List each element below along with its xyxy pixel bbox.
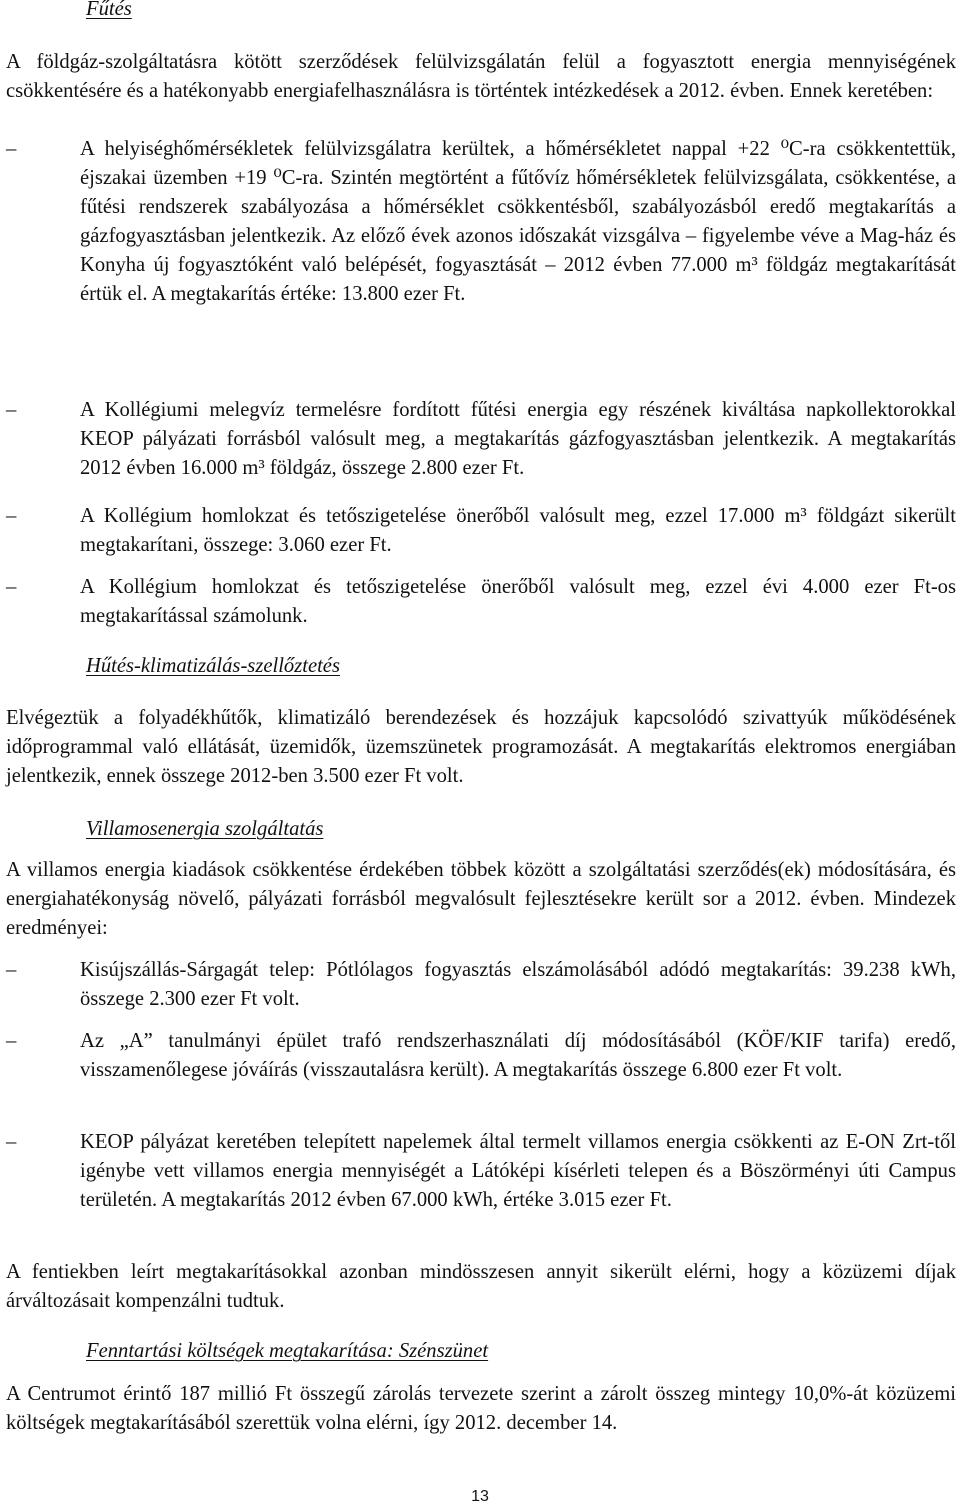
paragraph-futes-intro: A földgáz-szolgáltatásra kötött szerződések felülvizsgálatán felül a fogyasztott energia mennyiségének csökkentésére és a hatékonyabb energiafelhasználásra is történtek intézkedések a 2012. évben. Ennek keretében: — [6, 51, 956, 102]
bullet-dash: – — [6, 1131, 17, 1153]
bullet-text: Kisújszállás-Sárgagát telep: Pótlólagos fogyasztás elszámolásából adódó megtakarítás: 39.238 kWh, összege 2.300 ezer Ft volt. — [80, 959, 956, 1010]
bullet-dash: – — [6, 959, 17, 981]
bullet-dash: – — [6, 576, 17, 598]
bullet-text: A Kollégium homlokzat és tetőszigetelése önerőből valósult meg, ezzel évi 4.000 ezer Ft-os megtakarítással számolunk. — [80, 576, 956, 627]
paragraph-villamos-closing: A fentiekben leírt megtakarításokkal azonban mindösszesen annyit sikerült elérni, hogy a közüzemi díjak árváltozásait kompenzálni tudtuk. — [6, 1261, 956, 1312]
paragraph-fenntartasi: A Centrumot érintő 187 millió Ft összegű zárolás tervezete szerint a zárolt összeg mintegy 10,0%-át közüzemi költségek megtakarításából szerettük volna elérni, így 2012. december 14. — [6, 1383, 956, 1434]
bullet-dash: – — [6, 399, 17, 421]
bullet-text: A Kollégium homlokzat és tetőszigetelése önerőből valósult meg, ezzel 17.000 m³ földgázt sikerült megtakarítani, összege: 3.060 ezer Ft. — [80, 505, 956, 556]
heading-futes: Fűtés — [86, 0, 132, 20]
bullet-dash: – — [6, 505, 17, 527]
bullet-dash: – — [6, 1030, 17, 1052]
bullet-text: KEOP pályázat keretében telepített napelemek által termelt villamos energia csökkenti az E-ON Zrt-től igénybe vett villamos energia mennyiségét a Látóképi kísérleti telepen és a Böszörményi úti Campus területén. A megtakarítás 2012 évben 67.000 kWh, értéke 3.015 ezer Ft. — [80, 1131, 956, 1211]
bullet-text: A helyiséghőmérsékletek felülvizsgálatra kerültek, a hőmérsékletet nappal +22 ⁰C-ra csökkentettük, éjszakai üzemben +19 ⁰C-ra. Szintén megtörtént a fűtővíz hőmérsékletek felülvizsgálata, csökkentése, a fűtési rendszerek szabályozása a hőmérséklet csökkentésből, szabályozásból eredő megtakarítás a gázfogyasztásban jelentkezik. Az előző évek azonos időszakát vizsgálva – figyelembe véve a Mag-ház és Konyha új fogyasztóként való belépését, fogyasztását – 2012 évben 77.000 m³ földgáz megtakarítását értük el. A megtakarítás értéke: 13.800 ezer Ft. — [80, 138, 956, 305]
bullet-dash: – — [6, 138, 17, 160]
paragraph-hutes: Elvégeztük a folyadékhűtők, klimatizáló berendezések és hozzájuk kapcsolódó szivattyúk működésének időprogrammal való ellátását, üzemidők, üzemszünetek programozását. A megtakarítás elektromos energiában jelentkezik, ennek összege 2012-ben 3.500 ezer Ft volt. — [6, 707, 956, 787]
heading-hutes: Hűtés-klimatizálás-szellőztetés — [86, 655, 340, 677]
heading-villamos: Villamosenergia szolgáltatás — [86, 818, 324, 840]
bullet-text: A Kollégiumi melegvíz termelésre fordított fűtési energia egy részének kiváltása napkollektorokkal KEOP pályázati forrásból valósult meg, a megtakarítás gázfogyasztásban jelentkezik. A megtakarítás 2012 évben 16.000 m³ földgáz, összege 2.800 ezer Ft. — [80, 399, 956, 479]
paragraph-villamos-intro: A villamos energia kiadások csökkentése érdekében többek között a szolgáltatási szerződés(ek) módosítására, és energiahatékonyság növelő, pályázati forrásból megvalósult fejlesztésekre került sor a 2012. évben. Mindezek eredményei: — [6, 859, 956, 939]
heading-fenntartasi: Fenntartási költségek megtakarítása: Szénszünet — [86, 1340, 489, 1362]
page-number: 13 — [471, 1488, 489, 1505]
bullet-text: Az „A” tanulmányi épület trafó rendszerhasználati díj módosításából (KÖF/KIF tarifa) eredő, visszamenőlegese jóváírás (visszautalásra került). A megtakarítás összege 6.800 ezer Ft volt. — [80, 1030, 956, 1081]
